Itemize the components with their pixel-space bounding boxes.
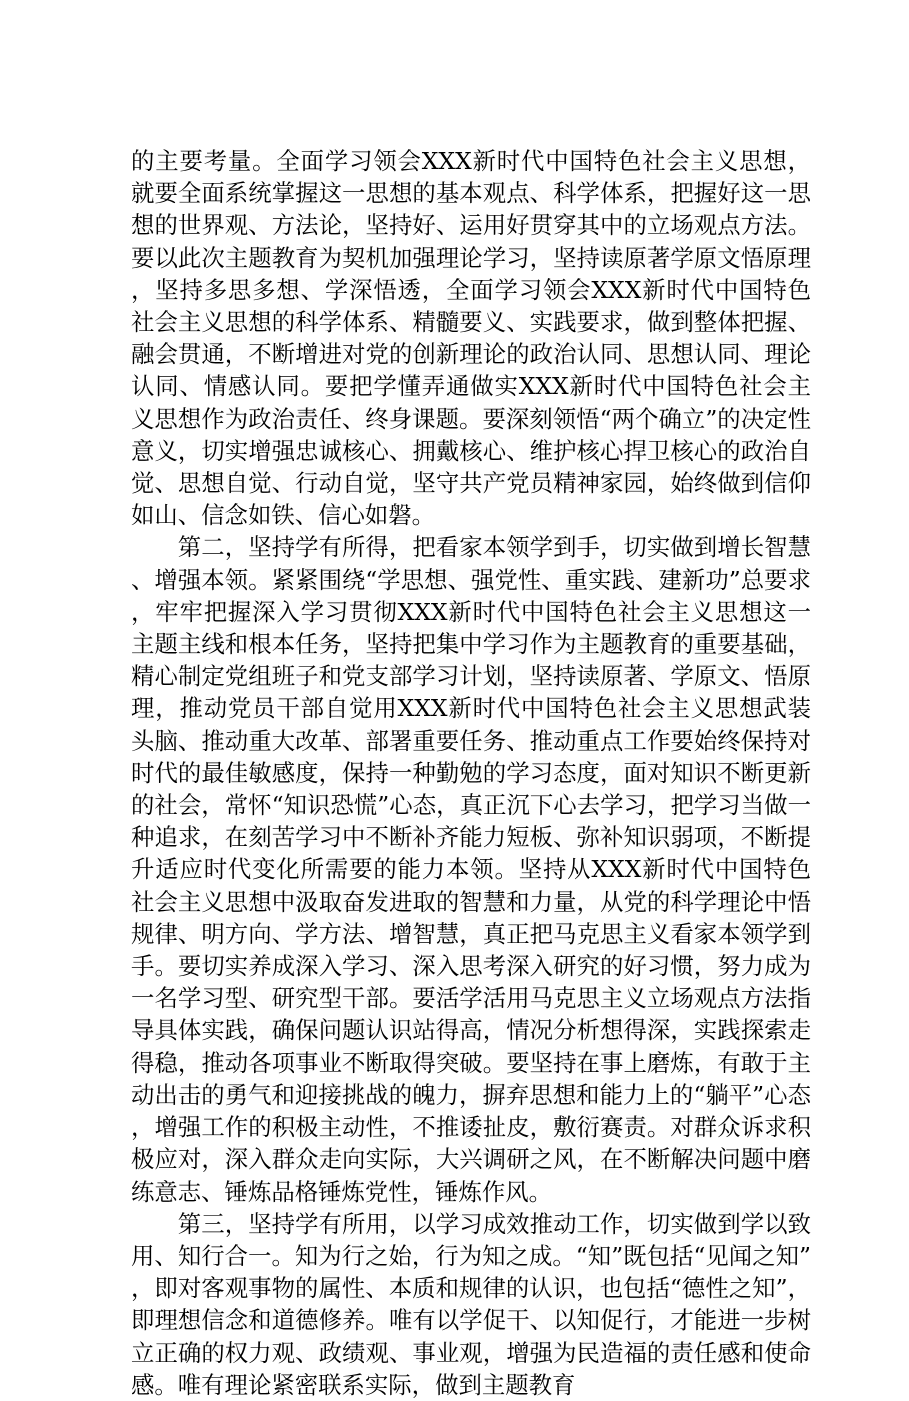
paragraph-third-point: 第三，坚持学有所用，以学习成效推动工作，切实做到学以致用、知行合一。知为行之始，行为知之成。“知”既包括“见闻之知”，即对客观事物的属性、本质和规律的认识，也包括“德性之知”，即理想信念和道德修养。唯有以学促干、以知促行，才能进一步树立正确的权力观、政绩观、事业观，增强为民造福的责任感和使命感。唯有理论紧密联系实际，做到主题教育: [131, 1209, 811, 1399]
paragraph-second-point: 第二，坚持学有所得，把看家本领学到手，切实做到增长智慧、增强本领。紧紧围绕“学思想、强党性、重实践、建新功”总要求，牢牢把握深入学习贯彻XXX新时代中国特色社会主义思想这一主题主线和根本任务，坚持把集中学习作为主题教育的重要基础，精心制定党组班子和党支部学习计划，坚持读原著、学原文、悟原理，推动党员干部自觉用XXX新时代中国特色社会主义思想武装头脑、推动重大改革、部署重要任务、推动重点工作要始终保持对时代的最佳敏感度，保持一种勤勉的学习态度，面对知识不断更新的社会，常怀“知识恐慌”心态，真正沉下心去学习，把学习当做一种追求，在刻苦学习中不断补齐能力短板、弥补知识弱项，不断提升适应时代变化所需要的能力本领。坚持从XXX新时代中国特色社会主义思想中汲取奋发进取的智慧和力量，从党的科学理论中悟规律、明方向、学方法、增智慧，真正把马克思主义看家本领学到手。要切实养成深入学习、深入思考深入研究的好习惯，努力成为一名学习型、研究型干部。要活学活用马克思主义立场观点方法指导具体实践，确保问题认识站得高，情况分析想得深，实践探索走得稳，推动各项事业不断取得突破。要坚持在事上磨炼，有敢于主动出击的勇气和迎接挑战的魄力，摒弃思想和能力上的“躺平”心态，增强工作的积极主动性，不推诿扯皮，敷衍赛责。对群众诉求积极应对，深入群众走向实际，大兴调研之风，在不断解决问题中磨练意志、锤炼品格锤炼党性，锤炼作风。: [131, 533, 811, 1206]
document-body: [131, 145, 811, 1401]
paragraph-continued: 的主要考量。全面学习领会XXX新时代中国特色社会主义思想，就要全面系统掌握这一思想的基本观点、科学体系，把握好这一思想的世界观、方法论，坚持好、运用好贯穿其中的立场观点方法。要以此次主题教育为契机加强理论学习，坚持读原著学原文悟原理，坚持多思多想、学深悟透，全面学习领会XXX新时代中国特色社会主义思想的科学体系、精髓要义、实践要求，做到整体把握、融会贯通，不断增进对党的创新理论的政治认同、思想认同、理论认同、情感认同。要把学懂弄通做实XXX新时代中国特色社会主义思想作为政治责任、终身课题。要深刻领悟“两个确立”的决定性意义，切实增强忠诚核心、拥戴核心、维护核心捍卫核心的政治自觉、思想自觉、行动自觉，坚守共产党员精神家园，始终做到信仰如山、信念如铁、信心如磐。: [131, 147, 811, 530]
